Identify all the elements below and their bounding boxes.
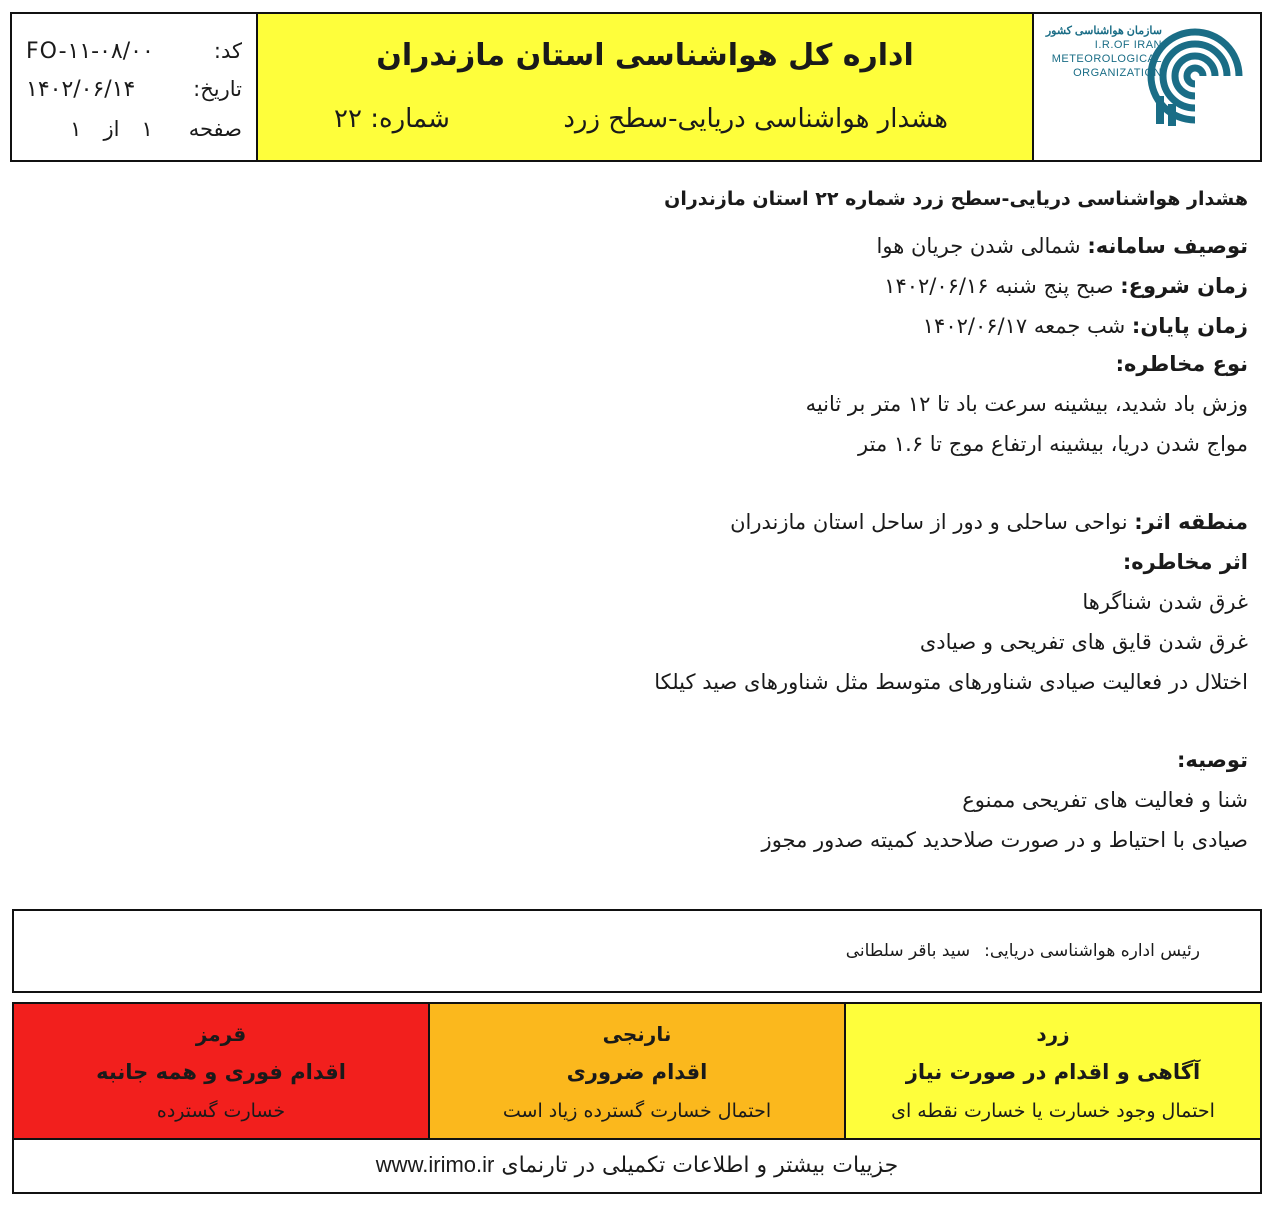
level-action: اقدام ضروری	[566, 1060, 708, 1084]
website-link[interactable]: www.irimo.ir	[375, 1152, 495, 1177]
spiral-logo-icon	[1146, 24, 1244, 134]
level-damage: خسارت گسترده	[156, 1100, 286, 1122]
body-heading: هشدار هواشناسی دریایی-سطح زرد شماره ۲۲ استان مازندران	[664, 188, 1248, 210]
affected-area-value: نواحی ساحلی و دور از ساحل استان مازندران	[730, 510, 1135, 534]
logo-text	[1044, 24, 1162, 80]
signature-name: سید باقر سلطانی	[845, 941, 971, 961]
level-name: زرد	[1036, 1022, 1070, 1046]
form-code-value: FO-۱۱-۰۸/۰۰	[26, 38, 154, 64]
level-orange	[428, 1004, 844, 1138]
advice-item: شنا و فعالیت های تفریحی ممنوع	[962, 788, 1248, 812]
level-red	[14, 1004, 428, 1138]
impact-item: غرق شدن شناگرها	[1082, 590, 1248, 614]
affected-area	[730, 510, 1248, 534]
warning-subtitle: هشدار هواشناسی دریایی-سطح زرد	[563, 104, 948, 134]
end-time-label: زمان پایان:	[1131, 314, 1248, 338]
level-name: نارنجی	[602, 1022, 672, 1046]
form-page-row	[26, 114, 242, 144]
page-of: از	[103, 117, 120, 141]
warning-levels-legend	[12, 1002, 1262, 1140]
end-time-value: شب جمعه ۱۴۰۲/۰۶/۱۷	[922, 314, 1132, 338]
form-date-label: تاریخ:	[193, 77, 242, 101]
system-value: شمالی شدن جریان هوا	[876, 234, 1088, 258]
start-time-label: زمان شروع:	[1120, 274, 1248, 298]
page-total: ۱	[70, 117, 82, 141]
logo-english-line1: I.R.OF IRAN	[1094, 39, 1162, 51]
hazard-impact-label: اثر مخاطره:	[1122, 550, 1248, 574]
signature-line	[832, 941, 1200, 961]
level-name: قرمز	[195, 1022, 247, 1046]
logo-english-line3: ORGANIZATION	[1073, 67, 1162, 79]
form-date-row	[26, 74, 242, 104]
hazard-type-label: نوع مخاطره:	[1115, 352, 1248, 376]
advice-label: توصیه:	[1176, 748, 1248, 772]
hazard-type-item: وزش باد شدید، بیشینه سرعت باد تا ۱۲ متر بر ثانیه	[805, 392, 1248, 416]
page-current: ۱	[141, 117, 153, 141]
form-date-value: ۱۴۰۲/۰۶/۱۴	[26, 76, 136, 102]
advice-item: صیادی با احتیاط و در صورت صلاحدید کمیته صدور مجوز	[761, 828, 1248, 852]
footer-text: جزییات بیشتر و اطلاعات تکمیلی در تارنمای	[501, 1153, 899, 1178]
organization-logo	[1034, 14, 1260, 160]
page-title: اداره کل هواشناسی استان مازندران	[376, 38, 914, 73]
level-action: اقدام فوری و همه جانبه	[96, 1060, 346, 1084]
system-description	[877, 234, 1248, 258]
signature-role: رئیس اداره هواشناسی دریایی:	[984, 941, 1200, 961]
form-meta-box	[12, 14, 258, 160]
level-damage: احتمال وجود خسارت یا خسارت نقطه ای	[891, 1100, 1215, 1122]
footer-info	[12, 1138, 1262, 1194]
end-time	[923, 314, 1248, 338]
signature-box	[12, 909, 1262, 993]
form-code-row	[26, 36, 242, 66]
impact-item: غرق شدن قایق های تفریحی و صیادی	[919, 630, 1248, 654]
impact-item: اختلال در فعالیت صیادی شناورهای متوسط مثل شناورهای صید کیلکا	[654, 670, 1248, 694]
affected-area-label: منطقه اثر:	[1134, 510, 1248, 534]
page-label: صفحه	[188, 117, 242, 141]
warning-number: شماره: ۲۲	[334, 104, 450, 134]
level-damage: احتمال خسارت گسترده زیاد است	[502, 1100, 772, 1122]
hazard-type-item: مواج شدن دریا، بیشینه ارتفاع موج تا ۱.۶ متر	[858, 432, 1248, 456]
document-header	[10, 12, 1262, 162]
header-title-box	[258, 14, 1034, 160]
level-action: آگاهی و اقدام در صورت نیاز	[905, 1060, 1201, 1084]
form-code-label: کد:	[213, 39, 242, 63]
start-time	[884, 274, 1248, 298]
logo-persian-text: سازمان هواشناسی کشور	[1045, 25, 1162, 37]
logo-english-line2: METEOROLOGICAL	[1051, 53, 1162, 65]
system-label: توصیف سامانه:	[1087, 234, 1248, 258]
level-yellow	[844, 1004, 1260, 1138]
start-time-value: صبح پنج شنبه ۱۴۰۲/۰۶/۱۶	[884, 274, 1121, 298]
